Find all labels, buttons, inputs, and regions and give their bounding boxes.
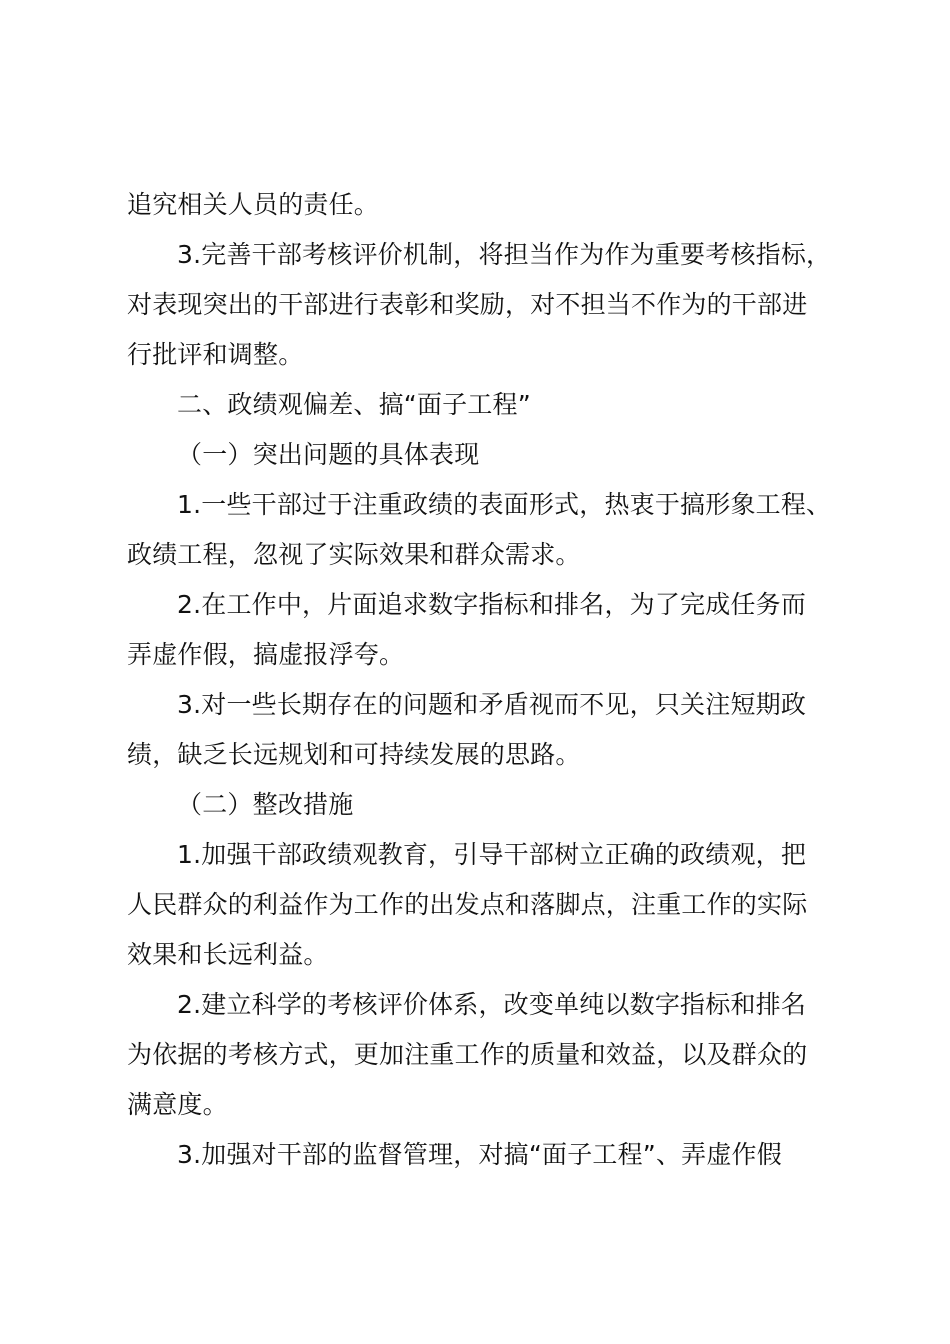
- text-line: 绩，缺乏长远规划和可持续发展的思路。: [127, 740, 581, 769]
- subsection-heading: （一）突出问题的具体表现: [177, 440, 480, 469]
- text-line: 3.完善干部考核评价机制，将担当作为作为重要考核指标，: [177, 240, 832, 269]
- text-line: 3.加强对干部的监督管理，对搞“面子工程”、弄虚作假: [177, 1140, 782, 1169]
- text-line: 对表现突出的干部进行表彰和奖励，对不担当不作为的干部进: [127, 290, 808, 319]
- text-line: 人民群众的利益作为工作的出发点和落脚点，注重工作的实际: [127, 890, 808, 919]
- text-line: 2.建立科学的考核评价体系，改变单纯以数字指标和排名: [177, 990, 807, 1019]
- text-line: 1.一些干部过于注重政绩的表面形式，热衷于搞形象工程、: [177, 490, 832, 519]
- section-heading: 二、政绩观偏差、搞“面子工程”: [177, 390, 531, 419]
- text-line: 3.对一些长期存在的问题和矛盾视而不见，只关注短期政: [177, 690, 807, 719]
- text-line: 弄虚作假，搞虚报浮夸。: [127, 640, 405, 669]
- text-line: 2.在工作中，片面追求数字指标和排名，为了完成任务而: [177, 590, 807, 619]
- text-line: 政绩工程，忽视了实际效果和群众需求。: [127, 540, 581, 569]
- text-line: 效果和长远利益。: [127, 940, 329, 969]
- text-line: 为依据的考核方式，更加注重工作的质量和效益，以及群众的: [127, 1040, 808, 1069]
- text-line: 追究相关人员的责任。: [127, 190, 380, 219]
- subsection-heading: （二）整改措施: [177, 790, 354, 819]
- text-line: 满意度。: [127, 1090, 228, 1119]
- text-line: 行批评和调整。: [127, 340, 304, 369]
- text-line: 1.加强干部政绩观教育，引导干部树立正确的政绩观，把: [177, 840, 807, 869]
